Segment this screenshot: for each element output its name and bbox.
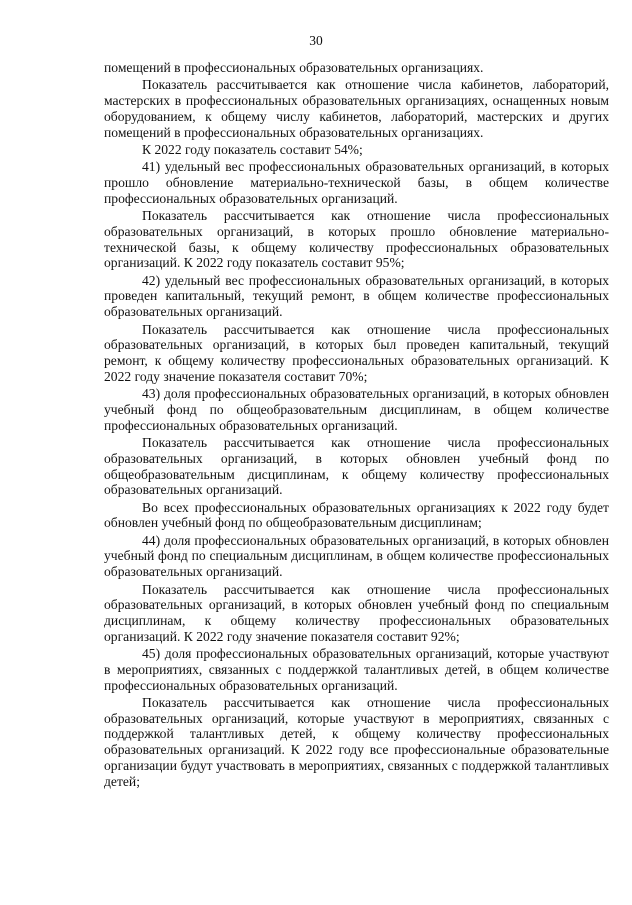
paragraph-item-42: 42) удельный вес профессиональных образовательных организаций, в которых проведен капитальный, текущий ремонт, в общем количестве профессиональных образовательных организаций. <box>104 272 609 320</box>
paragraph-item-41-calculation: Показатель рассчитывается как отношение числа профессиональных образовательных организаций, в которых прошло обновление материально-технической базы, к общему количеству профессиональных образовательных организаций. К 2022 году показатель составит 95%; <box>104 208 609 271</box>
paragraph-item-42-calculation: Показатель рассчитывается как отношение числа профессиональных образовательных организаций, в которых был проведен капитальный, текущий ремонт, к общему количеству профессиональных образовательных организаций. К 2022 году значение показателя составит 70%; <box>104 321 609 384</box>
paragraph-item-45: 45) доля профессиональных образовательных организаций, которые участвуют в мероприятиях, связанных с поддержкой талантливых детей, в общем количестве профессиональных образовательных организаций. <box>104 646 609 693</box>
paragraph-item-41: 41) удельный вес профессиональных образовательных организаций, в которых прошло обновление материально-технической базы, в общем количестве профессиональных образовательных организаций. <box>104 159 609 206</box>
paragraph-indicator-description: Показатель рассчитывается как отношение числа кабинетов, лабораторий, мастерских в профессиональных образовательных организациях, оснащенных новым оборудованием, к общему числу кабинетов, лабораторий, мастерских и других помещений в профессиональных образовательных организациях. <box>104 77 609 140</box>
paragraph-item-44: 44) доля профессиональных образовательных организаций, в которых обновлен учебный фонд по специальным дисциплинам, в общем количестве профессиональных образовательных организаций. <box>104 532 609 580</box>
paragraph-item-44-calculation: Показатель рассчитывается как отношение числа профессиональных образовательных организаций, в которых обновлен учебный фонд по специальным дисциплинам, к общему количеству профессиональных образовательных организаций. К 2022 году значение показателя составит 92%; <box>104 581 609 644</box>
paragraph-target-2022: К 2022 году показатель составит 54%; <box>142 141 363 157</box>
paragraph-item-45-calculation: Показатель рассчитывается как отношение числа профессиональных образовательных организаций, которые участвуют в мероприятиях, связанных с поддержкой талантливых детей, к общему количеству профессиональных образовательных организаций. К 2022 году все профессиональные образовательные организации будут участвовать в мероприятиях, связанных с поддержкой талантливых детей; <box>104 694 609 789</box>
paragraph-item-43-calculation: Показатель рассчитывается как отношение числа профессиональных образовательных организаций, в которых обновлен учебный фонд по общеобразовательным дисциплинам, к общему количеству профессиональных образовательных организаций. <box>104 435 609 498</box>
body-text <box>104 60 609 791</box>
paragraph-continuation: помещений в профессиональных образовательных организациях. <box>104 60 484 75</box>
paragraph-item-43: 43) доля профессиональных образовательных организаций, в которых обновлен учебный фонд по общеобразовательным дисциплинам, в общем количестве профессиональных образовательных организаций. <box>104 386 609 433</box>
paragraph-item-43-target: Во всех профессиональных образовательных организациях к 2022 году будет обновлен учебный фонд по общеобразовательным дисциплинам; <box>104 499 609 531</box>
page-number: 30 <box>309 33 323 48</box>
